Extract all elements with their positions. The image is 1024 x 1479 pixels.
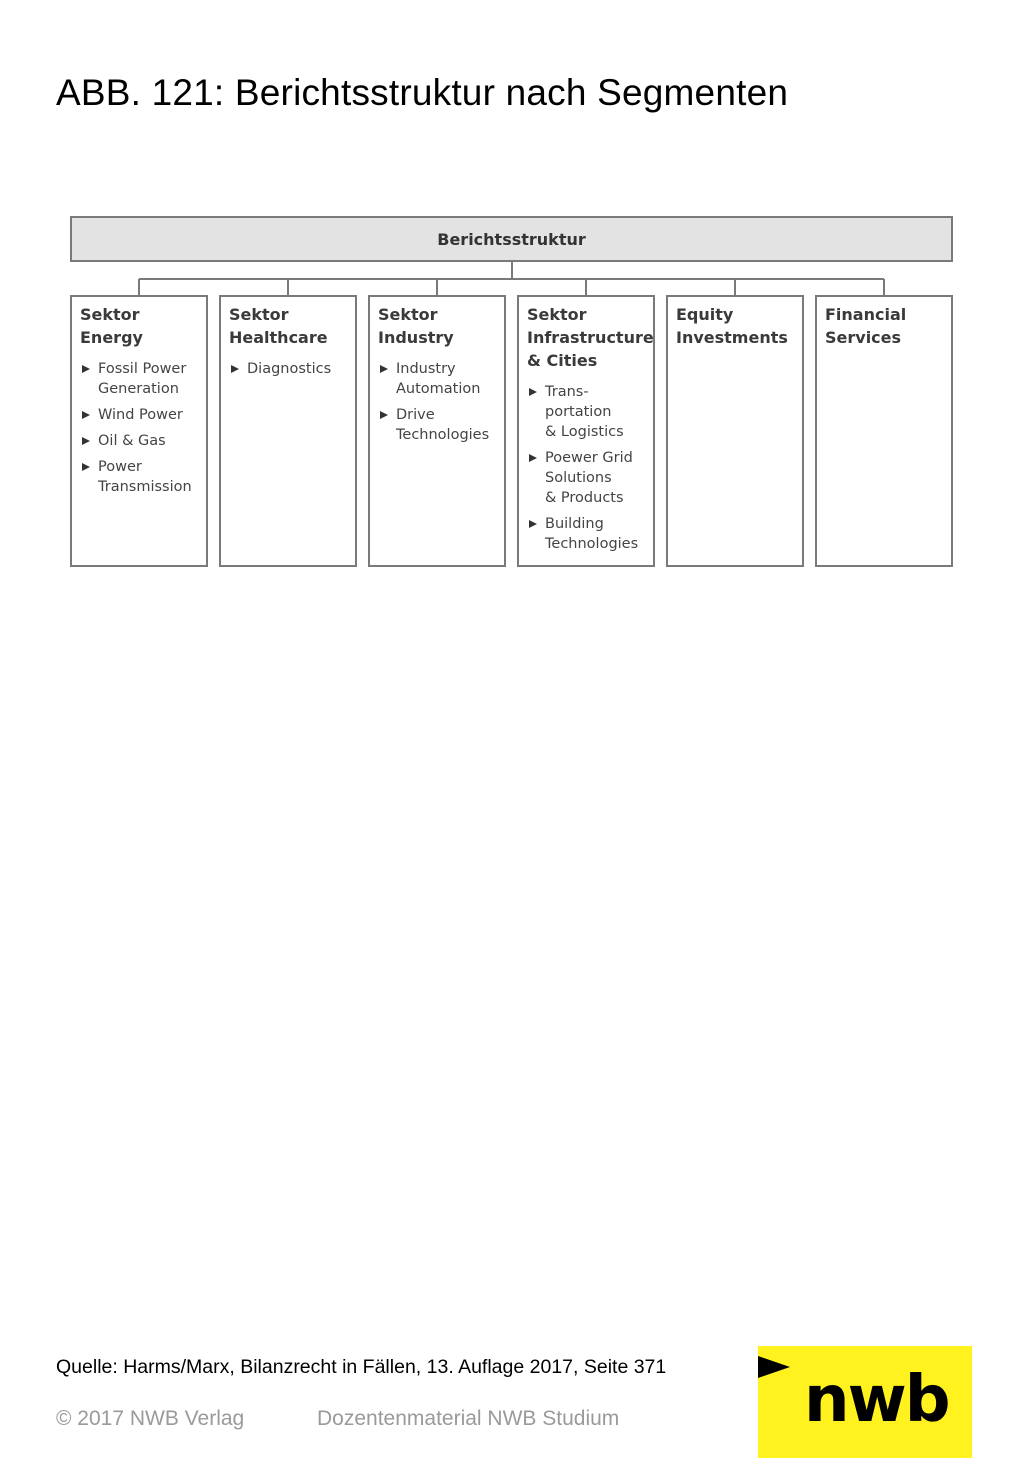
segment-item: Oil & Gas — [80, 431, 200, 451]
segment-financial-services — [815, 295, 953, 567]
triangle-bullet-icon — [82, 437, 90, 445]
segment-title: Sektor Energy — [80, 305, 143, 347]
root-node: Berichtsstruktur — [70, 216, 953, 262]
segment-title: Financial Services — [825, 305, 907, 347]
segment-equity-investments — [666, 295, 804, 567]
segment-healthcare — [219, 295, 357, 567]
segment-items — [80, 359, 200, 497]
segment-title: Sektor Infrastructure & Cities — [527, 305, 654, 370]
nwb-logo — [758, 1346, 972, 1458]
segment-infrastructure-cities — [517, 295, 655, 567]
triangle-bullet-icon — [231, 365, 239, 373]
triangle-bullet-icon — [529, 388, 537, 396]
segment-industry — [368, 295, 506, 567]
segment-item: Wind Power — [80, 405, 200, 425]
triangle-bullet-icon — [82, 365, 90, 373]
segment-title: Sektor Healthcare — [229, 305, 328, 347]
segment-title: Equity Investments — [676, 305, 788, 347]
arrow-right-icon — [758, 1356, 790, 1378]
logo-text: nwb — [804, 1363, 949, 1437]
triangle-bullet-icon — [380, 411, 388, 419]
segment-item: Industry Automation — [378, 359, 498, 399]
material-label: Dozentenmaterial NWB Studium — [317, 1407, 620, 1430]
triangle-bullet-icon — [82, 411, 90, 419]
segment-item: Poewer Grid Solutions & Products — [527, 448, 647, 508]
segment-item: Trans- portation & Logistics — [527, 382, 647, 442]
copyright-notice: © 2017 NWB Verlag — [56, 1407, 245, 1430]
triangle-bullet-icon — [380, 365, 388, 373]
source-citation: Quelle: Harms/Marx, Bilanzrecht in Fällen, 13. Auflage 2017, Seite 371 — [56, 1356, 667, 1378]
segment-item: Fossil Power Generation — [80, 359, 200, 399]
triangle-bullet-icon — [82, 463, 90, 471]
report-structure-diagram — [0, 0, 1024, 600]
segment-items — [378, 359, 498, 445]
triangle-bullet-icon — [529, 454, 537, 462]
segment-energy — [70, 295, 208, 567]
segment-item: Building Technologies — [527, 514, 647, 554]
page-title: ABB. 121: Berichtsstruktur nach Segmenten — [56, 72, 789, 113]
segment-item: Diagnostics — [229, 359, 349, 379]
segment-item: Drive Technologies — [378, 405, 498, 445]
segment-items — [527, 382, 647, 554]
segment-items — [229, 359, 349, 379]
segment-item: Power Transmission — [80, 457, 200, 497]
segment-title: Sektor Industry — [378, 305, 454, 347]
triangle-bullet-icon — [529, 520, 537, 528]
